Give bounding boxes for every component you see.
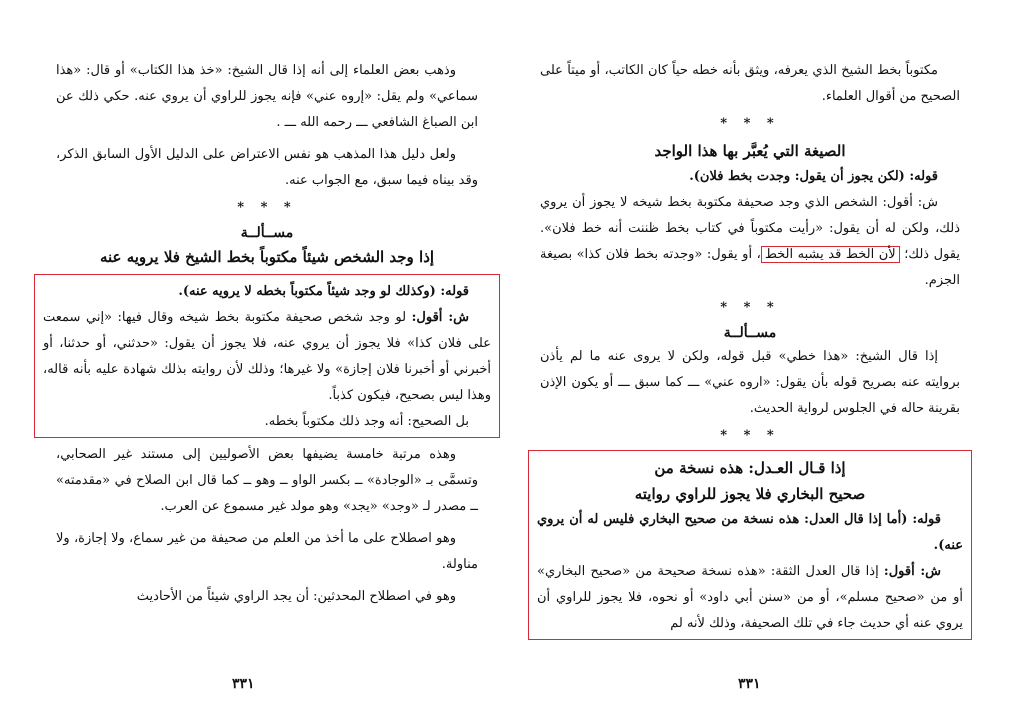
left-paragraph-2: ولعل دليل هذا المذهب هو نفس الاعتراض على الدليل الأول السابق الذكر، وقد بيناه فيما سبق، مع الجواب عنه.: [56, 147, 478, 188]
right-paragraph-1: مكتوباً بخط الشيخ الذي يعرفه، ويثق بأنه خطه حياً كان الكاتب، أو ميتاً على الصحيح من أقوال العلماء.: [540, 63, 960, 104]
highlight-box-right: [528, 450, 972, 640]
highlight-paragraph: [43, 305, 491, 409]
right-page: [512, 0, 1024, 707]
highlight-inline: لأن الخط قد يشبه الخط: [761, 246, 900, 263]
section-title: مســألــة: [240, 225, 294, 241]
highlight-paragraph: [537, 559, 963, 637]
section-separator: * * *: [720, 428, 780, 443]
box-heading-line-1: إذا قـال العـدل: هذه نسخة من: [654, 459, 846, 477]
commentary-text: لو وجد شخص صحيفة مكتوبة بخط شيخه وقال فيها: «إني سمعت على فلان كذا» فلا يجوز أن يروي عنه، فلا يجوز أن يقول: «حدثني، أو حدثنا، أو أخبرني أو أخبرنا فلان إجازة» ولا غيرها؛ وذلك لأن روايته بذلك شهادة عليه بأنه قاله، وهذا ليس بصحيح، فيكون كذباً.: [43, 310, 491, 403]
paragraph-text: ش: أقول: الشخص الذي وجد صحيفة مكتوبة بخط شيخه لا يجوز أن يروي ذلك، ولكن له أن يقول: «رأيت مكتوباً في كتاب بخط ظننت أنه خط فلان». يقول ذلك؛: [540, 195, 960, 262]
highlight-conclusion: بل الصحيح: أنه وجد ذلك مكتوباً بخطه.: [264, 414, 469, 429]
left-text-column: [43, 58, 491, 610]
section-separator: * * *: [237, 200, 297, 215]
commentary-label: ش: أقول:: [883, 564, 941, 579]
page-number-left: ٣٣١: [232, 676, 255, 692]
section-heading: الصيغة التي يُعبَّر بها هذا الواجد: [654, 142, 846, 160]
quote-line: قوله: (أما إذا قال العدل: هذه نسخة من صحيح البخاري فليس له أن يروي عنه).: [537, 512, 963, 553]
quote-line: قوله: (وكذلك لو وجد شيئاً مكتوباً بخطه لا يرويه عنه).: [178, 284, 469, 299]
left-paragraph-5: وهو في اصطلاح المحدثين: أن يجد الراوي شيئاً من الأحاديث: [136, 589, 456, 604]
right-paragraph-3: إذا قال الشيخ: «هذا خطي» قبل قوله، ولكن لا يروى عنه ما لم يأذن بروايته عنه بصريح قوله بأن يقول: «اروه عني» ـــ كما سبق ـــ أو يكون الإذن بقرينة حاله في الجلوس لرواية الحديث.: [540, 349, 960, 416]
section-heading: إذا وجد الشخص شيئاً مكتوباً بخط الشيخ فلا يرويه عنه: [99, 248, 435, 266]
highlight-box-left: [34, 274, 500, 438]
left-paragraph-3: وهذه مرتبة خامسة يضيفها بعض الأصوليين إلى مستند غير الصحابي، وتسمَّى بـ «الوجادة» ــ بكسر الواو ــ وهو ــ كما قال ابن الصلاح في «مقدمته» ــ مصدر لـ «وجد» «يجد» وهو مولد غير مسموع عن العرب.: [56, 447, 478, 514]
page-number-right: ٣٣١: [738, 676, 761, 692]
left-paragraph-4: وهو اصطلاح على ما أخذ من العلم من صحيفة من غير سماع، ولا إجازة، ولا مناولة.: [56, 531, 478, 572]
quote-line: قوله: (لكن يجوز أن يقول: وجدت بخط فلان).: [689, 169, 938, 184]
left-paragraph-1: وذهب بعض العلماء إلى أنه إذا قال الشيخ: «خذ هذا الكتاب» أو قال: «هذا سماعي» ولم يقل: «إروه عني» فإنه يجوز للراوي أن يروي عنه. حكي ذلك عن ابن الصباغ الشافعي ـــ رحمه الله ـــ .: [56, 63, 478, 130]
box-heading-line-2: صحيح البخاري فلا يجوز للراوي روايته: [634, 485, 866, 503]
paragraph-text: ، أو يقول: «وجدته بخط فلان كذا» بصيغة الجزم.: [540, 247, 960, 288]
right-paragraph-2: [540, 190, 960, 294]
section-separator: * * *: [720, 300, 780, 315]
section-title: مســألــة: [723, 325, 777, 341]
section-separator: * * *: [720, 116, 780, 131]
commentary-text: إذا قال العدل الثقة: «هذه نسخة صحيحة من «صحيح البخاري» أو من «صحيح مسلم»، أو من «سنن أبي داود» أو نحوه، فلا يجوز للراوي أن يروي عنه أي حديث جاء في تلك الصحيفة، وذلك لأنه لم: [537, 564, 963, 631]
commentary-label: ش: أقول:: [411, 310, 469, 325]
right-text-column: [537, 58, 963, 640]
